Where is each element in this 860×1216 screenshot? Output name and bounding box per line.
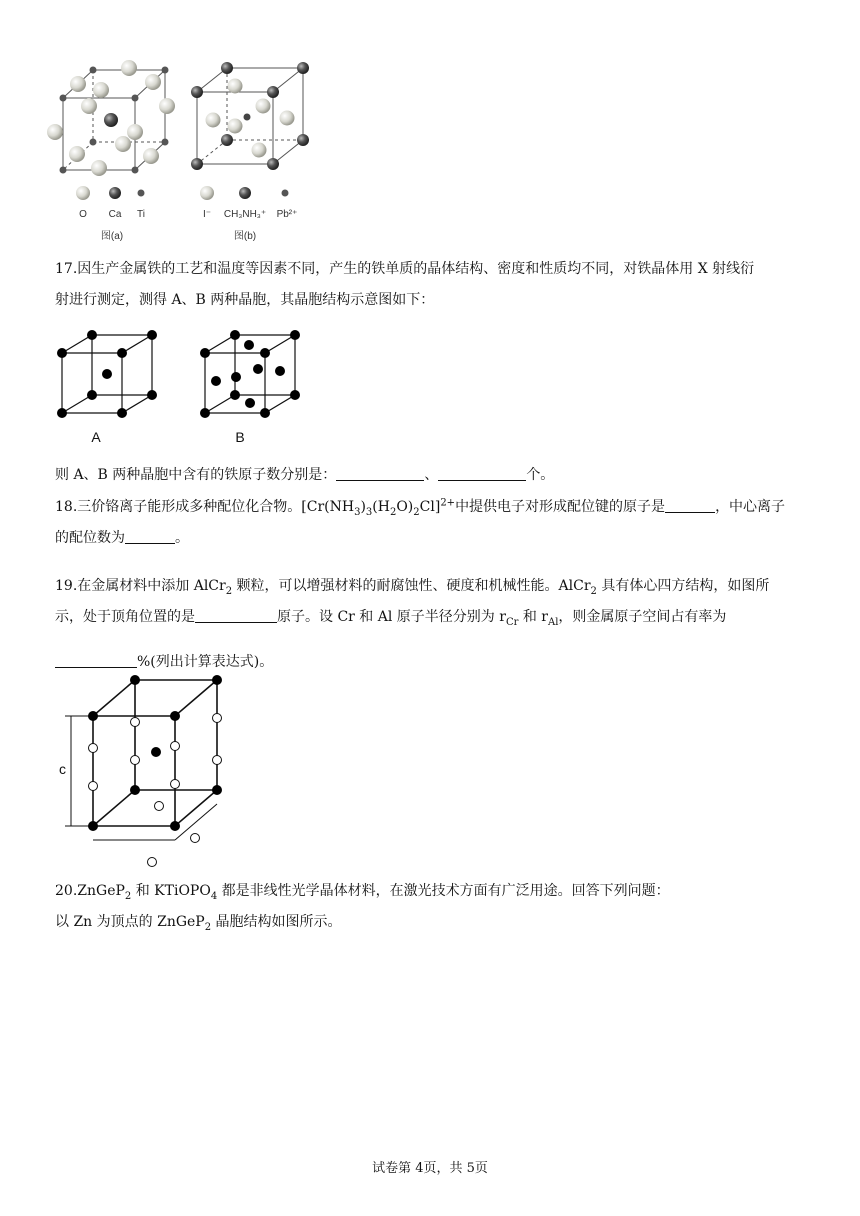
cell-a-atoms — [57, 330, 157, 418]
legend-b-iodide: I⁻ — [202, 209, 212, 220]
q20-part: 以 Zn 为顶点的 ZnGeP — [55, 914, 205, 930]
question-18-number: 18. — [55, 499, 78, 515]
q19-sub: Al — [547, 616, 559, 628]
q19-part: 颗粒，可以增强材料的耐腐蚀性、硬度和机械性能。AlCr — [232, 578, 591, 594]
question-19-text — [55, 571, 815, 678]
question-17-line2: 射进行测定，测得 A、B 两种晶胞，其晶胞结构示意图如下： — [55, 292, 435, 308]
question-17-answer-sep: 、 — [424, 467, 439, 483]
q20-part: 和 KTiOPO — [131, 883, 211, 899]
q18-part: (H — [372, 499, 390, 515]
alcr2-cell-figure — [55, 670, 245, 875]
q18-part: ) — [360, 499, 366, 515]
q19-sub: 2 — [590, 585, 597, 597]
q18-part: Cl] — [419, 499, 441, 515]
q20-part: ZnGeP — [77, 883, 125, 899]
figure-a-atoms — [47, 60, 175, 176]
answer-blank-donor-atom[interactable] — [665, 496, 715, 513]
perovskite-figures — [45, 50, 335, 250]
caption-a: 图(a) — [100, 231, 124, 242]
page-footer: 试卷第 4页，共 5页 — [372, 1161, 488, 1176]
question-17-answer — [55, 460, 815, 491]
answer-blank-packing-fraction[interactable] — [55, 651, 137, 668]
q19-part: 具有体心四方结构，如图所 — [596, 578, 770, 594]
q20-sub: 4 — [210, 890, 218, 902]
answer-blank-b[interactable] — [438, 464, 526, 481]
q19-part: 原子。设 Cr 和 Al 原子半径分别为 r — [277, 609, 506, 625]
iron-cells-figure — [50, 325, 310, 450]
q19-part: 在金属材料中添加 AlCr — [77, 578, 226, 594]
q20-part: 晶胞结构如图所示。 — [211, 914, 342, 930]
q18-sub: 2 — [413, 506, 420, 518]
q18-part: O) — [396, 499, 414, 515]
question-18-text — [55, 492, 815, 554]
legend-b-methylammonium: CH₃NH₃⁺ — [223, 209, 267, 220]
legend-a-ca: Ca — [108, 209, 122, 220]
q18-part: 三价铬离子能形成多种配位化合物。[Cr(NH — [77, 499, 355, 515]
cell-b-atoms — [200, 330, 300, 418]
figure-b-atoms — [191, 62, 309, 170]
q18-line2-prefix: 的配位数为 — [55, 530, 125, 546]
q20-sub: 2 — [204, 921, 212, 933]
q19-part: 示，处于顶角位置的是 — [55, 609, 195, 625]
question-17-answer-suffix: 个。 — [526, 467, 555, 483]
q18-sub: 3 — [354, 506, 361, 518]
cell-a-label: A — [91, 429, 101, 445]
question-17-answer-prefix: 则 A、B 两种晶胞中含有的铁原子数分别是： — [55, 467, 337, 483]
q18-part: ，中心离子 — [715, 499, 786, 515]
q19-part: 和 r — [518, 609, 548, 625]
q18-sub: 2 — [389, 506, 397, 518]
alcr2-dimension — [65, 716, 217, 840]
q18-part: 中提供电子对形成配位键的原子是 — [455, 499, 666, 515]
q18-line2-suffix: 。 — [175, 530, 189, 546]
question-19-number: 19. — [55, 578, 78, 594]
question-17-text — [55, 254, 815, 316]
legend-a-o: O — [79, 209, 87, 220]
question-17-number: 17. — [55, 261, 78, 277]
answer-blank-vertex-atom[interactable] — [195, 606, 277, 623]
q19-part: ，则金属原子空间占有率为 — [558, 609, 727, 625]
q20-sub: 2 — [124, 890, 132, 902]
figure-a-legend — [76, 186, 145, 242]
dimension-c-label: c — [59, 761, 66, 777]
q19-sub: Cr — [505, 616, 519, 628]
q19-sub: 2 — [225, 585, 233, 597]
q19-line3: %(列出计算表达式)。 — [137, 654, 274, 670]
answer-blank-coordination-number[interactable] — [125, 527, 175, 544]
question-20-number: 20. — [55, 883, 78, 899]
q18-sup: 2+ — [440, 497, 456, 509]
figure-b-legend — [200, 186, 297, 242]
caption-b: 图(b) — [233, 231, 257, 242]
q18-sub: 3 — [365, 506, 373, 518]
question-20-text — [55, 876, 815, 938]
q20-part: 都是非线性光学晶体材料，在激光技术方面有广泛用途。回答下列问题： — [217, 883, 670, 899]
cell-b-label: B — [235, 429, 245, 445]
answer-blank-a[interactable] — [336, 464, 424, 481]
question-17-line1: 因生产金属铁的工艺和温度等因素不同，产生的铁单质的晶体结构、密度和性质均不同，对铁晶体用 X 射线衍 — [77, 261, 755, 277]
legend-a-ti: Ti — [137, 209, 145, 220]
legend-b-lead: Pb²⁺ — [276, 209, 298, 220]
